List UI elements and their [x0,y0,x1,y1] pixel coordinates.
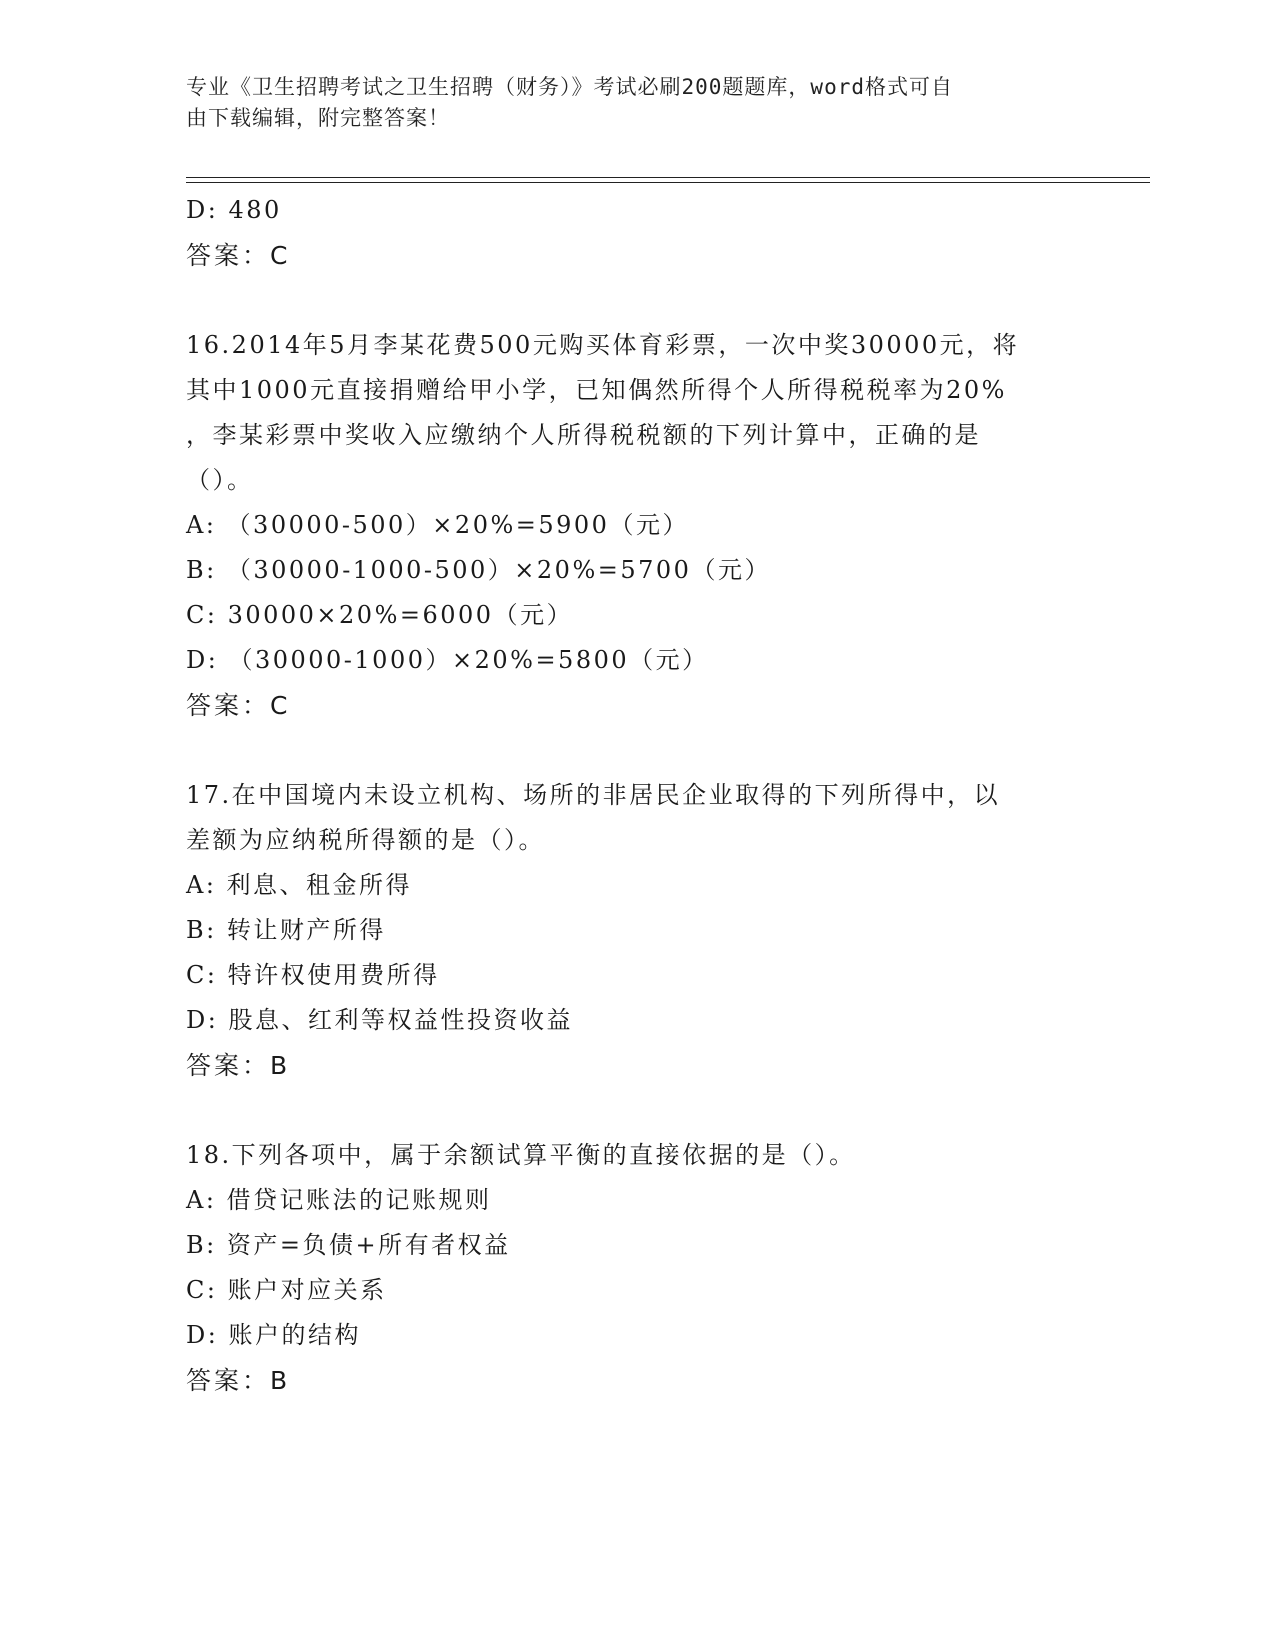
question-17-option-c: C: 特许权使用费所得 [186,961,440,989]
question-16-option-a: A: （30000-500）×20%=5900（元） [186,511,689,539]
question-17-option-a: A: 利息、租金所得 [186,871,413,899]
spacer [186,728,1086,773]
question-18-stem-line: 18.下列各项中，属于余额试算平衡的直接依据的是（）。 [186,1141,856,1169]
question-16-stem-line: ，李某彩票中奖收入应缴纳个人所得税税额的下列计算中，正确的是 [186,421,981,449]
question-16-stem-line: （）。 [186,466,254,494]
page-header [186,72,1066,134]
question-16-stem-line: 其中1000元直接捐赠给甲小学，已知偶然所得个人所得税税率为20% [186,376,1007,404]
question-16-option-b: B: （30000-1000-500）×20%=5700（元） [186,556,771,584]
header-divider-top [186,177,1150,178]
question-17-answer: 答案：B [186,1051,291,1080]
question-18-answer: 答案：B [186,1366,291,1395]
question-16-answer: 答案：C [186,691,291,720]
spacer [186,278,1086,323]
question-17-stem-line: 17.在中国境内未设立机构、场所的非居民企业取得的下列所得中，以 [186,781,1001,809]
question-17-option-d: D: 股息、红利等权益性投资收益 [186,1006,573,1034]
header-line-1: 专业《卫生招聘考试之卫生招聘（财务）》考试必刷200题题库，word格式可自 [186,75,953,99]
question-18-option-d: D: 账户的结构 [186,1321,361,1349]
question-17-stem [186,773,1086,863]
question-18-option-c: C: 账户对应关系 [186,1276,387,1304]
prev-option-d: D: 480 [186,196,282,224]
question-17-option-b: B: 转让财产所得 [186,916,386,944]
header-line-2: 由下载编辑，附完整答案！ [186,106,450,130]
question-18-option-a: A: 借贷记账法的记账规则 [186,1186,492,1214]
prev-answer: 答案：C [186,241,291,270]
page-content [186,188,1086,1403]
question-18-stem [186,1133,1086,1178]
header-divider-bottom [186,182,1150,183]
question-18-option-b: B: 资产=负债+所有者权益 [186,1231,511,1259]
question-16-option-d: D: （30000-1000）×20%=5800（元） [186,646,709,674]
spacer [186,1088,1086,1133]
question-16-stem-line: 16.2014年5月李某花费500元购买体育彩票，一次中奖30000元，将 [186,331,1020,359]
question-16-stem [186,323,1086,503]
question-16-option-c: C: 30000×20%=6000（元） [186,601,574,629]
question-17-stem-line: 差额为应纳税所得额的是（）。 [186,826,545,854]
